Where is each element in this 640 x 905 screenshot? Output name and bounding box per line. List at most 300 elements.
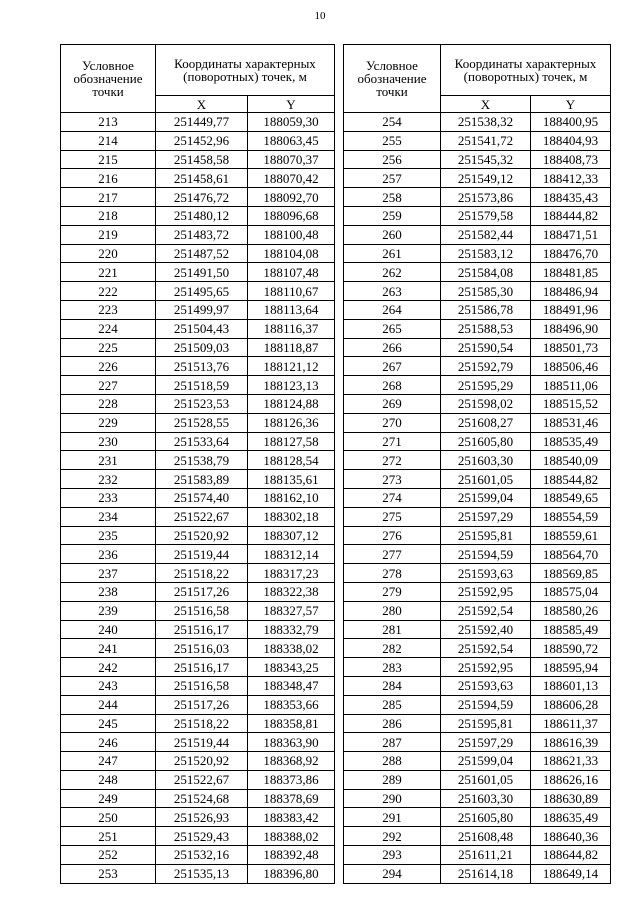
- table-body-left: [61, 113, 335, 884]
- point-number-cell: 250: [61, 808, 156, 827]
- table-row: [61, 413, 335, 432]
- x-coordinate-cell: 251519,44: [156, 733, 248, 752]
- x-coordinate-cell: 251588,53: [441, 319, 531, 338]
- point-number-cell: 285: [344, 695, 441, 714]
- point-number-cell: 245: [61, 714, 156, 733]
- y-coordinate-cell: 188322,38: [248, 582, 335, 601]
- table-row: [344, 846, 611, 865]
- point-number-cell: 241: [61, 639, 156, 658]
- point-number-cell: 258: [344, 188, 441, 207]
- table-row: [344, 545, 611, 564]
- table-row: [61, 695, 335, 714]
- x-coordinate-cell: 251592,95: [441, 582, 531, 601]
- point-number-cell: 215: [61, 150, 156, 169]
- point-number-cell: 249: [61, 789, 156, 808]
- x-coordinate-cell: 251603,30: [441, 789, 531, 808]
- x-coordinate-cell: 251499,97: [156, 300, 248, 319]
- y-coordinate-cell: 188338,02: [248, 639, 335, 658]
- point-number-cell: 289: [344, 770, 441, 789]
- x-coordinate-cell: 251593,63: [441, 676, 531, 695]
- table-row: [61, 470, 335, 489]
- point-number-cell: 270: [344, 413, 441, 432]
- y-coordinate-cell: 188070,42: [248, 169, 335, 188]
- table-row: [61, 789, 335, 808]
- x-coordinate-cell: 251594,59: [441, 545, 531, 564]
- x-coordinate-cell: 251590,54: [441, 338, 531, 357]
- point-number-cell: 253: [61, 864, 156, 883]
- y-coordinate-cell: 188640,36: [531, 827, 611, 846]
- x-coordinate-cell: 251592,95: [441, 658, 531, 677]
- header-point-label: Условное обозначение точки: [344, 45, 441, 113]
- point-number-cell: 248: [61, 770, 156, 789]
- table-row: [61, 808, 335, 827]
- table-row: [61, 733, 335, 752]
- table-body-right: [344, 113, 611, 884]
- table-row: [61, 451, 335, 470]
- point-number-cell: 237: [61, 564, 156, 583]
- x-coordinate-cell: 251483,72: [156, 225, 248, 244]
- table-row: [344, 394, 611, 413]
- y-coordinate-cell: 188564,70: [531, 545, 611, 564]
- table-row: [61, 770, 335, 789]
- y-coordinate-cell: 188476,70: [531, 244, 611, 263]
- point-number-cell: 235: [61, 526, 156, 545]
- table-row: [344, 225, 611, 244]
- point-number-cell: 282: [344, 639, 441, 658]
- y-coordinate-cell: 188332,79: [248, 620, 335, 639]
- x-coordinate-cell: 251532,16: [156, 846, 248, 865]
- point-number-cell: 272: [344, 451, 441, 470]
- table-row: [61, 827, 335, 846]
- y-coordinate-cell: 188580,26: [531, 601, 611, 620]
- y-coordinate-cell: 188590,72: [531, 639, 611, 658]
- table-row: [344, 789, 611, 808]
- y-coordinate-cell: 188162,10: [248, 488, 335, 507]
- point-number-cell: 288: [344, 752, 441, 771]
- table-row: [61, 300, 335, 319]
- table-row: [344, 188, 611, 207]
- y-coordinate-cell: 188506,46: [531, 357, 611, 376]
- point-number-cell: 287: [344, 733, 441, 752]
- point-number-cell: 252: [61, 846, 156, 865]
- table-row: [344, 169, 611, 188]
- point-number-cell: 240: [61, 620, 156, 639]
- table-row: [61, 338, 335, 357]
- point-number-cell: 280: [344, 601, 441, 620]
- table-row: [61, 658, 335, 677]
- header-x: X: [156, 96, 248, 113]
- table-row: [61, 150, 335, 169]
- y-coordinate-cell: 188327,57: [248, 601, 335, 620]
- x-coordinate-cell: 251592,79: [441, 357, 531, 376]
- point-number-cell: 246: [61, 733, 156, 752]
- y-coordinate-cell: 188096,68: [248, 206, 335, 225]
- point-number-cell: 224: [61, 319, 156, 338]
- table-row: [61, 488, 335, 507]
- table-row: [344, 526, 611, 545]
- point-number-cell: 256: [344, 150, 441, 169]
- point-number-cell: 257: [344, 169, 441, 188]
- x-coordinate-cell: 251605,80: [441, 432, 531, 451]
- y-coordinate-cell: 188404,93: [531, 131, 611, 150]
- x-coordinate-cell: 251603,30: [441, 451, 531, 470]
- table-row: [344, 639, 611, 658]
- table-row: [344, 695, 611, 714]
- y-coordinate-cell: 188626,16: [531, 770, 611, 789]
- y-coordinate-cell: 188121,12: [248, 357, 335, 376]
- x-coordinate-cell: 251538,32: [441, 113, 531, 132]
- x-coordinate-cell: 251595,29: [441, 376, 531, 395]
- x-coordinate-cell: 251518,22: [156, 564, 248, 583]
- x-coordinate-cell: 251529,43: [156, 827, 248, 846]
- table-row: [61, 582, 335, 601]
- table-row: [344, 808, 611, 827]
- point-number-cell: 281: [344, 620, 441, 639]
- table-row: [344, 376, 611, 395]
- x-coordinate-cell: 251495,65: [156, 282, 248, 301]
- x-coordinate-cell: 251520,92: [156, 752, 248, 771]
- point-number-cell: 229: [61, 413, 156, 432]
- table-row: [344, 864, 611, 883]
- point-number-cell: 225: [61, 338, 156, 357]
- point-number-cell: 271: [344, 432, 441, 451]
- point-number-cell: 244: [61, 695, 156, 714]
- point-number-cell: 239: [61, 601, 156, 620]
- header-y: Y: [248, 96, 335, 113]
- y-coordinate-cell: 188113,64: [248, 300, 335, 319]
- x-coordinate-cell: 251458,61: [156, 169, 248, 188]
- point-number-cell: 228: [61, 394, 156, 413]
- x-coordinate-cell: 251522,67: [156, 507, 248, 526]
- x-coordinate-cell: 251452,96: [156, 131, 248, 150]
- y-coordinate-cell: 188496,90: [531, 319, 611, 338]
- point-number-cell: 286: [344, 714, 441, 733]
- y-coordinate-cell: 188569,85: [531, 564, 611, 583]
- y-coordinate-cell: 188373,86: [248, 770, 335, 789]
- table-row: [344, 113, 611, 132]
- x-coordinate-cell: 251517,26: [156, 582, 248, 601]
- x-coordinate-cell: 251522,67: [156, 770, 248, 789]
- x-coordinate-cell: 251574,40: [156, 488, 248, 507]
- y-coordinate-cell: 188501,73: [531, 338, 611, 357]
- table-row: [61, 564, 335, 583]
- x-coordinate-cell: 251545,32: [441, 150, 531, 169]
- table-row: [344, 338, 611, 357]
- x-coordinate-cell: 251516,03: [156, 639, 248, 658]
- point-number-cell: 216: [61, 169, 156, 188]
- y-coordinate-cell: 188621,33: [531, 752, 611, 771]
- x-coordinate-cell: 251449,77: [156, 113, 248, 132]
- y-coordinate-cell: 188644,82: [531, 846, 611, 865]
- x-coordinate-cell: 251535,13: [156, 864, 248, 883]
- x-coordinate-cell: 251599,04: [441, 488, 531, 507]
- table-row: [344, 564, 611, 583]
- x-coordinate-cell: 251516,17: [156, 658, 248, 677]
- point-number-cell: 247: [61, 752, 156, 771]
- header-point-label: Условное обозначение точки: [61, 45, 156, 113]
- y-coordinate-cell: 188444,82: [531, 206, 611, 225]
- y-coordinate-cell: 188104,08: [248, 244, 335, 263]
- table-row: [344, 263, 611, 282]
- x-coordinate-cell: 251595,81: [441, 526, 531, 545]
- x-coordinate-cell: 251526,93: [156, 808, 248, 827]
- y-coordinate-cell: 188471,51: [531, 225, 611, 244]
- header-coordinates: Координаты характерных (поворотных) точек, м: [156, 45, 335, 96]
- point-number-cell: 221: [61, 263, 156, 282]
- table-row: [344, 131, 611, 150]
- y-coordinate-cell: 188544,82: [531, 470, 611, 489]
- y-coordinate-cell: 188515,52: [531, 394, 611, 413]
- point-number-cell: 254: [344, 113, 441, 132]
- x-coordinate-cell: 251592,54: [441, 639, 531, 658]
- y-coordinate-cell: 188630,89: [531, 789, 611, 808]
- point-number-cell: 213: [61, 113, 156, 132]
- x-coordinate-cell: 251487,52: [156, 244, 248, 263]
- y-coordinate-cell: 188554,59: [531, 507, 611, 526]
- x-coordinate-cell: 251516,58: [156, 676, 248, 695]
- point-number-cell: 290: [344, 789, 441, 808]
- point-number-cell: 273: [344, 470, 441, 489]
- y-coordinate-cell: 188408,73: [531, 150, 611, 169]
- table-row: [61, 263, 335, 282]
- point-number-cell: 261: [344, 244, 441, 263]
- x-coordinate-cell: 251611,21: [441, 846, 531, 865]
- table-row: [61, 620, 335, 639]
- x-coordinate-cell: 251516,58: [156, 601, 248, 620]
- y-coordinate-cell: 188302,18: [248, 507, 335, 526]
- table-row: [344, 488, 611, 507]
- table-row: [344, 432, 611, 451]
- point-number-cell: 251: [61, 827, 156, 846]
- y-coordinate-cell: 188358,81: [248, 714, 335, 733]
- y-coordinate-cell: 188392,48: [248, 846, 335, 865]
- y-coordinate-cell: 188606,28: [531, 695, 611, 714]
- x-coordinate-cell: 251592,40: [441, 620, 531, 639]
- y-coordinate-cell: 188412,33: [531, 169, 611, 188]
- table-row: [344, 282, 611, 301]
- y-coordinate-cell: 188595,94: [531, 658, 611, 677]
- table-row: [344, 676, 611, 695]
- table-row: [61, 714, 335, 733]
- y-coordinate-cell: 188400,95: [531, 113, 611, 132]
- point-number-cell: 234: [61, 507, 156, 526]
- x-coordinate-cell: 251523,53: [156, 394, 248, 413]
- y-coordinate-cell: 188307,12: [248, 526, 335, 545]
- y-coordinate-cell: 188100,48: [248, 225, 335, 244]
- y-coordinate-cell: 188063,45: [248, 131, 335, 150]
- point-number-cell: 231: [61, 451, 156, 470]
- point-number-cell: 266: [344, 338, 441, 357]
- y-coordinate-cell: 188531,46: [531, 413, 611, 432]
- point-number-cell: 238: [61, 582, 156, 601]
- y-coordinate-cell: 188396,80: [248, 864, 335, 883]
- point-number-cell: 283: [344, 658, 441, 677]
- point-number-cell: 284: [344, 676, 441, 695]
- point-number-cell: 230: [61, 432, 156, 451]
- header-x: X: [441, 96, 531, 113]
- table-row: [344, 770, 611, 789]
- y-coordinate-cell: 188116,37: [248, 319, 335, 338]
- x-coordinate-cell: 251520,92: [156, 526, 248, 545]
- point-number-cell: 277: [344, 545, 441, 564]
- y-coordinate-cell: 188481,85: [531, 263, 611, 282]
- table-row: [344, 357, 611, 376]
- x-coordinate-cell: 251614,18: [441, 864, 531, 883]
- point-number-cell: 262: [344, 263, 441, 282]
- point-number-cell: 226: [61, 357, 156, 376]
- point-number-cell: 218: [61, 206, 156, 225]
- x-coordinate-cell: 251582,44: [441, 225, 531, 244]
- point-number-cell: 292: [344, 827, 441, 846]
- table-row: [61, 169, 335, 188]
- x-coordinate-cell: 251518,59: [156, 376, 248, 395]
- table-row: [344, 206, 611, 225]
- y-coordinate-cell: 188092,70: [248, 188, 335, 207]
- table-row: [61, 113, 335, 132]
- point-number-cell: 227: [61, 376, 156, 395]
- point-number-cell: 236: [61, 545, 156, 564]
- x-coordinate-cell: 251599,04: [441, 752, 531, 771]
- y-coordinate-cell: 188110,67: [248, 282, 335, 301]
- y-coordinate-cell: 188575,04: [531, 582, 611, 601]
- y-coordinate-cell: 188378,69: [248, 789, 335, 808]
- x-coordinate-cell: 251518,22: [156, 714, 248, 733]
- table-row: [61, 846, 335, 865]
- y-coordinate-cell: 188616,39: [531, 733, 611, 752]
- y-coordinate-cell: 188124,88: [248, 394, 335, 413]
- table-row: [61, 282, 335, 301]
- x-coordinate-cell: 251593,63: [441, 564, 531, 583]
- x-coordinate-cell: 251491,50: [156, 263, 248, 282]
- header-coordinates: Координаты характерных (поворотных) точек, м: [441, 45, 611, 96]
- table-row: [344, 752, 611, 771]
- x-coordinate-cell: 251538,79: [156, 451, 248, 470]
- y-coordinate-cell: 188535,49: [531, 432, 611, 451]
- point-number-cell: 242: [61, 658, 156, 677]
- y-coordinate-cell: 188585,49: [531, 620, 611, 639]
- point-number-cell: 264: [344, 300, 441, 319]
- point-number-cell: 268: [344, 376, 441, 395]
- x-coordinate-cell: 251601,05: [441, 470, 531, 489]
- table-row: [61, 432, 335, 451]
- y-coordinate-cell: 188070,37: [248, 150, 335, 169]
- x-coordinate-cell: 251594,59: [441, 695, 531, 714]
- y-coordinate-cell: 188649,14: [531, 864, 611, 883]
- point-number-cell: 278: [344, 564, 441, 583]
- y-coordinate-cell: 188126,36: [248, 413, 335, 432]
- y-coordinate-cell: 188486,94: [531, 282, 611, 301]
- x-coordinate-cell: 251583,89: [156, 470, 248, 489]
- y-coordinate-cell: 188128,54: [248, 451, 335, 470]
- x-coordinate-cell: 251504,43: [156, 319, 248, 338]
- table-row: [344, 620, 611, 639]
- point-number-cell: 220: [61, 244, 156, 263]
- y-coordinate-cell: 188107,48: [248, 263, 335, 282]
- point-number-cell: 243: [61, 676, 156, 695]
- y-coordinate-cell: 188312,14: [248, 545, 335, 564]
- x-coordinate-cell: 251513,76: [156, 357, 248, 376]
- y-coordinate-cell: 188388,02: [248, 827, 335, 846]
- table-row: [344, 413, 611, 432]
- x-coordinate-cell: 251519,44: [156, 545, 248, 564]
- point-number-cell: 279: [344, 582, 441, 601]
- x-coordinate-cell: 251597,29: [441, 507, 531, 526]
- table-row: [344, 150, 611, 169]
- x-coordinate-cell: 251533,64: [156, 432, 248, 451]
- table-row: [344, 451, 611, 470]
- table-row: [61, 131, 335, 150]
- y-coordinate-cell: 188118,87: [248, 338, 335, 357]
- x-coordinate-cell: 251584,08: [441, 263, 531, 282]
- x-coordinate-cell: 251583,12: [441, 244, 531, 263]
- table-row: [344, 827, 611, 846]
- page-number: 10: [314, 10, 326, 22]
- x-coordinate-cell: 251541,72: [441, 131, 531, 150]
- table-row: [61, 639, 335, 658]
- y-coordinate-cell: 188611,37: [531, 714, 611, 733]
- x-coordinate-cell: 251458,58: [156, 150, 248, 169]
- x-coordinate-cell: 251528,55: [156, 413, 248, 432]
- y-coordinate-cell: 188383,42: [248, 808, 335, 827]
- x-coordinate-cell: 251549,12: [441, 169, 531, 188]
- y-coordinate-cell: 188127,58: [248, 432, 335, 451]
- y-coordinate-cell: 188491,96: [531, 300, 611, 319]
- y-coordinate-cell: 188549,65: [531, 488, 611, 507]
- x-coordinate-cell: 251595,81: [441, 714, 531, 733]
- x-coordinate-cell: 251608,27: [441, 413, 531, 432]
- table-row: [61, 244, 335, 263]
- table-row: [344, 733, 611, 752]
- x-coordinate-cell: 251476,72: [156, 188, 248, 207]
- table-row: [344, 601, 611, 620]
- point-number-cell: 214: [61, 131, 156, 150]
- point-number-cell: 294: [344, 864, 441, 883]
- y-coordinate-cell: 188559,61: [531, 526, 611, 545]
- y-coordinate-cell: 188511,06: [531, 376, 611, 395]
- x-coordinate-cell: 251597,29: [441, 733, 531, 752]
- point-number-cell: 269: [344, 394, 441, 413]
- point-number-cell: 274: [344, 488, 441, 507]
- table-row: [61, 225, 335, 244]
- table-row: [61, 507, 335, 526]
- x-coordinate-cell: 251601,05: [441, 770, 531, 789]
- point-number-cell: 217: [61, 188, 156, 207]
- y-coordinate-cell: 188123,13: [248, 376, 335, 395]
- x-coordinate-cell: 251480,12: [156, 206, 248, 225]
- y-coordinate-cell: 188135,61: [248, 470, 335, 489]
- table-row: [61, 319, 335, 338]
- x-coordinate-cell: 251524,68: [156, 789, 248, 808]
- y-coordinate-cell: 188635,49: [531, 808, 611, 827]
- point-number-cell: 219: [61, 225, 156, 244]
- point-number-cell: 223: [61, 300, 156, 319]
- point-number-cell: 267: [344, 357, 441, 376]
- y-coordinate-cell: 188059,30: [248, 113, 335, 132]
- x-coordinate-cell: 251516,17: [156, 620, 248, 639]
- table-row: [61, 394, 335, 413]
- table-row: [61, 188, 335, 207]
- coordinates-table-left: [60, 44, 335, 884]
- table-row: [61, 545, 335, 564]
- table-row: [61, 526, 335, 545]
- table-row: [344, 714, 611, 733]
- point-number-cell: 260: [344, 225, 441, 244]
- y-coordinate-cell: 188317,23: [248, 564, 335, 583]
- table-row: [344, 244, 611, 263]
- point-number-cell: 293: [344, 846, 441, 865]
- y-coordinate-cell: 188353,66: [248, 695, 335, 714]
- table-row: [61, 601, 335, 620]
